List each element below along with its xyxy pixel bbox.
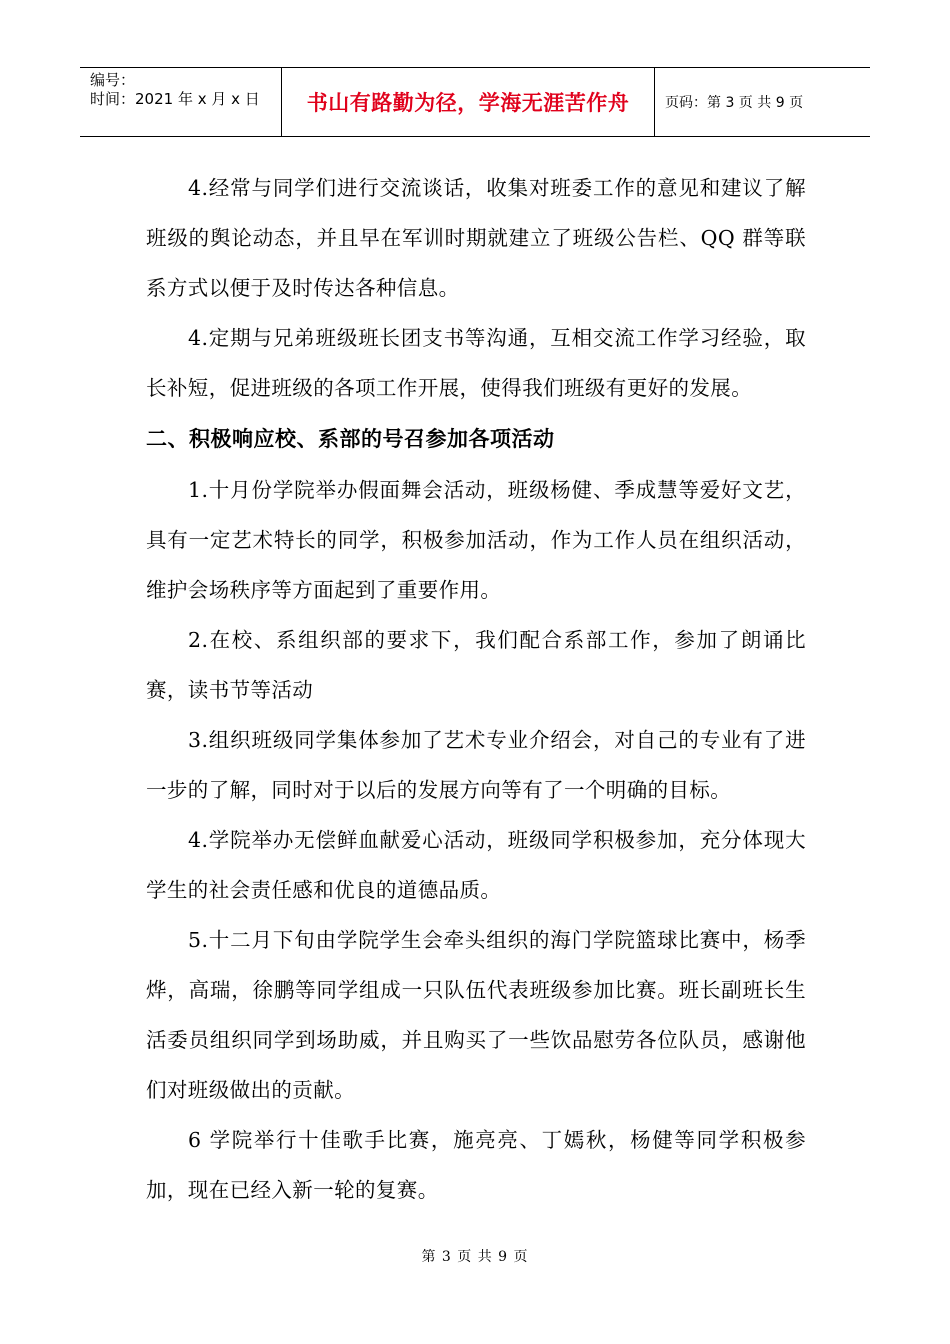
header-page-cell — [655, 68, 870, 136]
header-page-number: 页码：第 3 页 共 9 页 — [665, 95, 804, 111]
activity-item: 6 学院举行十佳歌手比赛，施亮亮、丁嫣秋，杨健等同学积极参加，现在已经入新一轮的复赛。 — [146, 1128, 806, 1202]
page-header — [80, 67, 870, 137]
document-number-label: 编号： — [90, 71, 136, 89]
document-date: 时间：2021 年 x 月 x 日 — [90, 90, 260, 108]
header-motto-cell — [282, 68, 655, 136]
document-body — [146, 163, 806, 1215]
body-paragraph: 4.经常与同学们进行交流谈话，收集对班委工作的意见和建议了解班级的舆论动态，并且早在军训时期就建立了班级公告栏、QQ 群等联系方式以便于及时传达各种信息。 — [146, 176, 806, 300]
footer-page-number: 第 3 页 共 9 页 — [421, 1249, 529, 1265]
activity-item: 5.十二月下旬由学院学生会牵头组织的海门学院篮球比赛中，杨季烨，高瑞，徐鹏等同学组成一只队伍代表班级参加比赛。班长副班长生活委员组织同学到场助威，并且购买了一些饮品慰劳各位队员，感谢他们对班级做出的贡献。 — [146, 928, 806, 1102]
section-heading: 二、积极响应校、系部的号召参加各项活动 — [146, 427, 555, 451]
motto-text: 书山有路勤为径，学海无涯苦作舟 — [306, 91, 630, 115]
activity-item: 1.十月份学院举办假面舞会活动，班级杨健、季成慧等爱好文艺，具有一定艺术特长的同学，积极参加活动，作为工作人员在组织活动，维护会场秩序等方面起到了重要作用。 — [146, 478, 806, 602]
activity-item: 4.学院举办无偿鲜血献爱心活动，班级同学积极参加，充分体现大学生的社会责任感和优良的道德品质。 — [146, 828, 806, 902]
activity-item: 2.在校、系组织部的要求下，我们配合系部工作，参加了朗诵比赛，读书节等活动 — [146, 628, 806, 702]
page-footer — [0, 1246, 950, 1266]
header-meta — [80, 68, 282, 136]
activity-item: 3.组织班级同学集体参加了艺术专业介绍会，对自己的专业有了进一步的了解，同时对于以后的发展方向等有了一个明确的目标。 — [146, 728, 806, 802]
body-paragraph: 4.定期与兄弟班级班长团支书等沟通，互相交流工作学习经验，取长补短，促进班级的各项工作开展，使得我们班级有更好的发展。 — [146, 326, 806, 400]
